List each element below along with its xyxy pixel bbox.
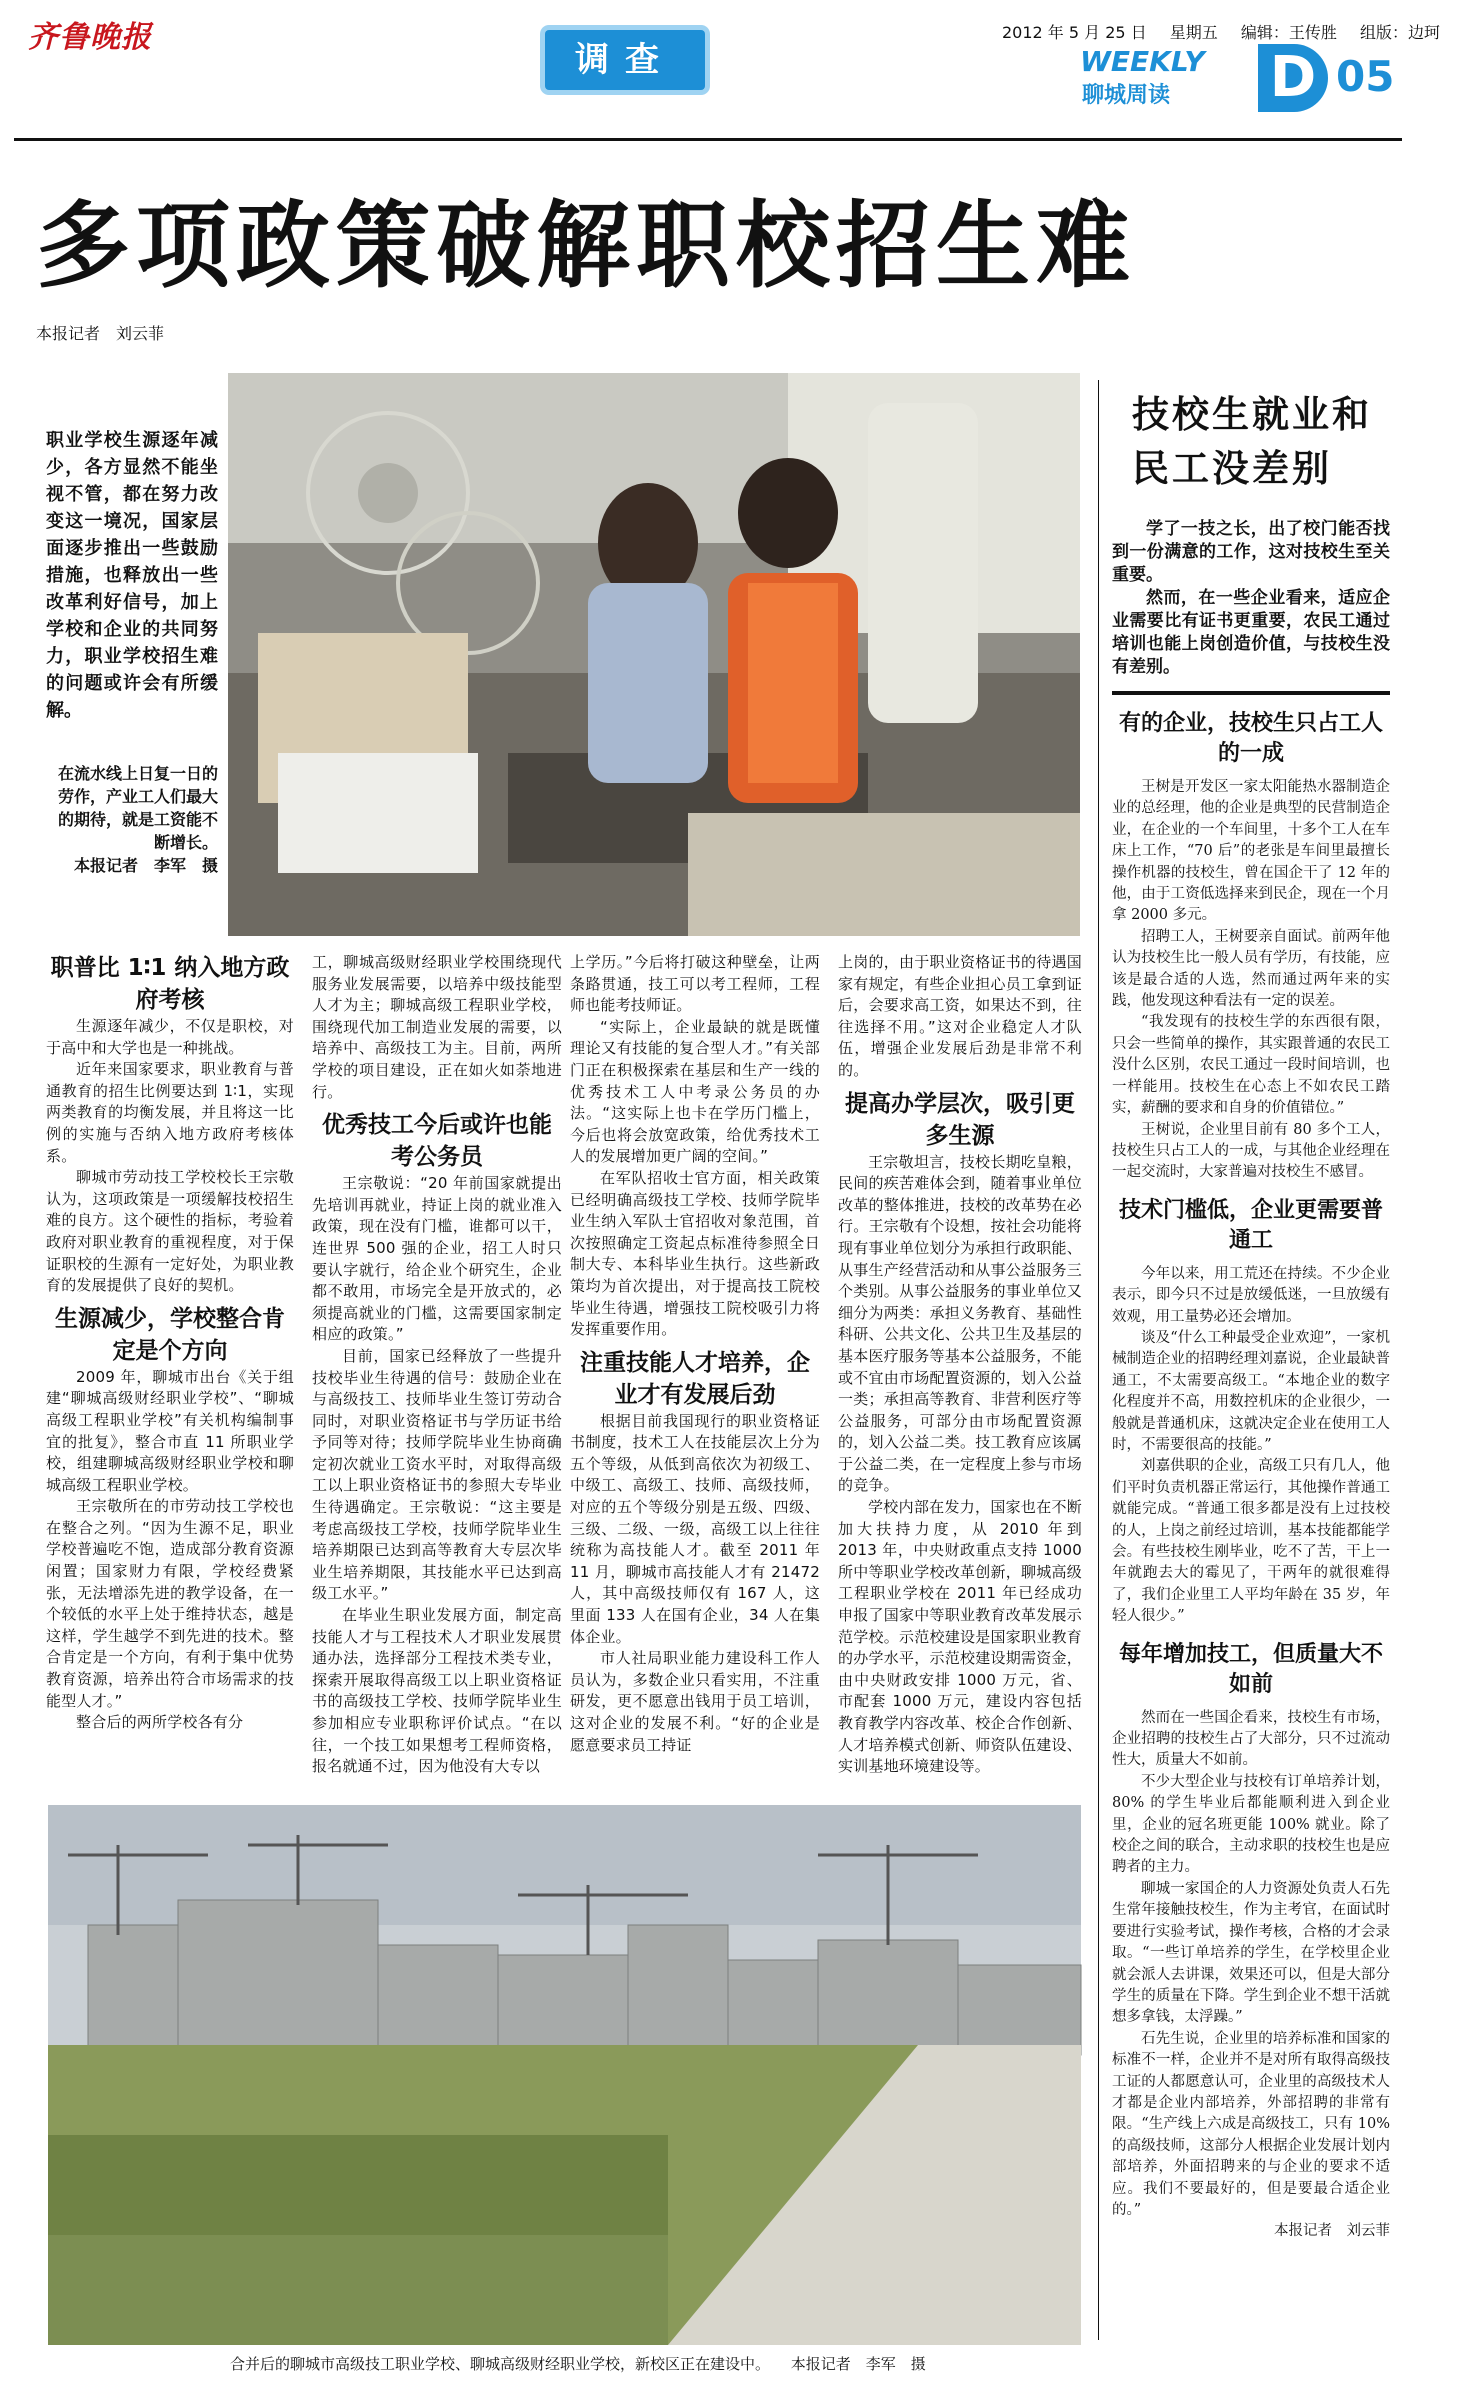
sidebar-article <box>1112 380 1390 2340</box>
sidebar-intro <box>1112 518 1390 679</box>
paragraph: 市人社局职业能力建设科工作人员认为，多数企业只看实用，不注重研发，更不愿意出钱用于员工培训，这对企业的发展不利。“好的企业是愿意要求员工持证 <box>570 1649 820 1754</box>
paragraph: 谈及“什么工种最受企业欢迎”，一家机械制造企业的招聘经理刘嘉说，企业最缺普通工，不太需要高级工。“本地企业的数字化程度并不高，用数控机床的企业很少，一般就是普通机床，这就决定企业在使用工人时，不需要很高的技能。” <box>1112 1329 1390 1453</box>
column-text <box>838 952 1082 1082</box>
paragraph: 上学历。”今后将打破这种壁垒，让两条路贯通，技工可以考工程师，工程师也能考技师证。 <box>570 953 820 1015</box>
layout-credit: 组版：边珂 <box>1360 23 1441 42</box>
paragraph: 王宗敬坦言，技校长期吃皇粮，民间的疾苦难体会到，随着事业单位改革的整体推进，技校的改革势在必行。王宗敬有个设想，按社会功能将现有事业单位划分为承担行政职能、从事生产经营活动和从事公益服务三个类别。从事公益服务的事业单位又细分为两类：承担义务教育、基础性科研、公共文化、公共卫生及基层的基本医疗服务等基本公益服务，不能或不宜由市场配置资源的，划入公益一类；承担高等教育、非营利医疗等公益服务，可部分由市场配置资源的，划入公益二类。技工教育应该属于公益二类，在一定程度上参与市场的竞争。 <box>838 1152 1082 1495</box>
photo-caption-text: 在流水线上日复一日的劳作，产业工人们最大的期待，就是工资能不断增长。 <box>57 764 218 852</box>
paragraph: 刘嘉供职的企业，高级工只有几人，他们平时负责机器正常运行，其他操作普通工就能完成。“普通工很多都是没有上过技校的人，上岗之前经过培训，基本技能都能学会。有些技校生刚毕业，吃不了苦，干上一年就跑去大的霉见了，干两年的就很难得了，我们企业里工人平均年龄在 35 岁，年轻人很少。” <box>1112 1458 1390 1625</box>
article-column-4 <box>838 952 1082 1776</box>
subheading: 有的企业，技校生只占工人的一成 <box>1118 711 1383 766</box>
issue-weekday: 星期五 <box>1169 23 1218 42</box>
subheading: 优秀技工今后或许也能考公务员 <box>322 1112 552 1171</box>
top-rule <box>14 138 1402 141</box>
paragraph: 招聘工人，王树要亲自面试。前两年他认为技校生比一般人员有学历，有技能，应该是最合适的人选，然而通过两年来的实践，他发现这种看法有一定的误差。 <box>1112 928 1390 1010</box>
sidebar-title: 技校生就业和民工没差别 <box>1132 393 1372 490</box>
photo-caption <box>46 762 218 877</box>
subheading: 技术门槛低，企业更需要普通工 <box>1118 1197 1383 1253</box>
paragraph: 学校内部在发力，国家也在不断加大扶持力度，从 2010 年到 2013 年，中央财政重点支持 1000 所中等职业学校改革创新，聊城高级工程职业学校在 2011 年已经成功申报了国家中等职业教育改革发展示范学校。示范校建设是国家职业教育的办学水平，示范校建设期需资金，由中央财政安排 1000 万元，省、市配套 1000 万元，建设内容包括教育教学内容改革、校企合作创新、人才培养模式创新、师资队伍建设、实训基地环境建设等。 <box>838 1498 1082 1776</box>
sidebar-text <box>1112 777 1390 1184</box>
paragraph: 王宗敬说：“20 年前国家就提出先培训再就业，持证上岗的就业准入政策，现在没有门槛，谁都可以干，连世界 500 强的企业，招工人时只要认字就行，给企业个研究生，企业都不敢用，市场完全是开放式的，必须提高就业的门槛，这需要国家制定相应的政策。” <box>312 1174 562 1344</box>
photo-credit: 本报记者 李军 摄 <box>790 2355 926 2373</box>
subheading: 职普比 1∶1 纳入地方政府考核 <box>50 955 290 1013</box>
paragraph: 然而在一些国企看来，技校生有市场，企业招聘的技校生占了大部分，只不过流动性大，质量大不如前。 <box>1112 1709 1390 1769</box>
paragraph: 生源逐年减少，不仅是职校，对于高中和大学也是一种挑战。 <box>46 1017 294 1057</box>
paragraph: 在毕业生职业发展方面，制定高技能人才与工程技术人才职业发展贯通办法，选择部分工程技术类专业，探索开展取得高级工以上职业资格证书的高级技工学校、技师学院毕业生参加相应专业职称评价试点。“在以往，一个技工如果想考工程师资格，报名就通不过，因为他没有大专以 <box>312 1606 562 1776</box>
paragraph: 2009 年，聊城市出台《关于组建“聊城高级财经职业学校”、“聊城高级工程职业学校”有关机构编制事宜的批复》，整合市直 11 所职业学校，组建聊城高级财经职业学校和聊城高级工程职业学校。 <box>46 1367 294 1494</box>
column-divider <box>1098 380 1099 2340</box>
paragraph: 近年来国家要求，职业教育与普通教育的招生比例要达到 1∶1，实现两类教育的均衡发展，并且将这一比例的实施与否纳入地方政府考核体系。 <box>46 1060 294 1165</box>
paragraph: 根据目前我国现行的职业资格证书制度，技术工人在技能层次上分为五个等级，从低到高依次为初级工、中级工、高级工、技师、高级技师，对应的五个等级分别是五级、四级、三级、二级、一级，高级工以上往往统称为高技能人才。截至 2011 年 11 月，聊城市高技能人才有 21472 人，其中高级技师仅有 167 人，这里面 133 人在国有企业，34 人在集体企业。 <box>570 1411 820 1646</box>
paragraph: 王树是开发区一家太阳能热水器制造企业的总经理，他的企业是典型的民营制造企业，在企业的一个车间里，十多个工人在车床上工作，“70 后”的老张是车间里最擅长操作机器的技校生，曾在国企干了 12 年的他，由于工资低选择来到民企，现在一个月拿 2000 多元。 <box>1112 779 1390 924</box>
brand-name: 聊城周读 <box>1082 83 1171 108</box>
paragraph: 上岗的，由于职业资格证书的待遇国家有规定，有些企业担心员工拿到证后，会要求高工资，如果达不到，往往选择不用。”这对企业稳定人才队伍，增强企业发展后劲是非常不利的。 <box>838 953 1082 1079</box>
paragraph: 石先生说，企业里的培养标准和国家的标准不一样，企业并不是对所有取得高级技工证的人都愿意认可，企业里的高级技术人才都是企业内部培养，外部招聘的非常有限。“生产线上六成是高级技工，只有 10% 的高级技师，这部分人根据企业发展计划内部培养，外面招聘来的与企业的要求不适应。我们不要最好的，但是要最合适企业的。” <box>1112 2030 1390 2218</box>
sidebar-text <box>1112 1264 1390 1628</box>
column-text <box>46 1367 294 1734</box>
column-text <box>312 1173 562 1778</box>
sidebar-rule <box>1112 691 1390 695</box>
campus-construction-photo <box>48 1805 1081 2345</box>
paragraph: 聊城一家国企的人力资源处负责人石先生常年接触技校生，作为主考官，在面试时要进行实验考试，操作考核，合格的才会录取。“一些订单培养的学生，在学校里企业就会派人去讲课，效果还可以，但是大部分学生的质量在下降。学生到企业不想干活就想多拿钱，太浮躁。” <box>1112 1880 1390 2026</box>
paragraph: 整合后的两所学校各有分 <box>76 1713 244 1732</box>
column-text <box>312 952 562 1103</box>
section-tag: 调查 <box>545 30 705 90</box>
paragraph: “实际上，企业最缺的就是既懂理论又有技能的复合型人才。”有关部门正在积极探索在基层和生产一线的优秀技术工人中考录公务员的办法。“这实际上也卡在学历门槛上，今后也将会放宽政策，给优秀技术工人的发展增加更广阔的空间。” <box>570 1017 820 1166</box>
subheading: 每年增加技工，但质量大不如前 <box>1118 1641 1383 1697</box>
headline: 多项政策破解职校招生难 <box>36 191 1137 301</box>
editor-credit: 编辑：王传胜 <box>1240 23 1337 42</box>
brand-weekly: WEEKLY <box>1080 45 1205 78</box>
photo-credit: 本报记者 李军 摄 <box>73 856 218 875</box>
paragraph: 工，聊城高级财经职业学校围绕现代服务业发展需要，以培养中级技能型人才为主；聊城高级工程职业学校，围绕现代加工制造业发展的需要，以培养中、高级技工为主。目前，两所学校的项目建设，正在如火如荼地进行。 <box>312 953 562 1101</box>
paragraph: 今年以来，用工荒还在持续。不少企业表示，即今只不过是放缓低迷，一旦放缓有效观，用工量势必还会增加。 <box>1112 1265 1390 1325</box>
paragraph: 然而，在一些企业看来，适应企业需要比有证书更重要，农民工通过培训也能上岗创造价值，与技校生没有差别。 <box>1112 588 1390 677</box>
subheading: 生源减少，学校整合肯定是个方向 <box>55 1305 285 1364</box>
article-column-1 <box>46 952 294 1772</box>
paragraph: 不少大型企业与技校有订单培养计划，80% 的学生毕业后都能顺利进入到企业里，企业的冠名班更能 100% 就业。除了校企之间的联合，主动求职的技校生也是应聘者的主力。 <box>1112 1773 1390 1876</box>
column-text <box>570 952 820 1341</box>
paragraph: 学了一技之长，出了校门能否找到一份满意的工作，这对技校生至关重要。 <box>1112 519 1390 585</box>
column-text <box>838 1152 1082 1778</box>
subheading: 提高办学层次，吸引更多生源 <box>845 1090 1075 1149</box>
paragraph: 聊城市劳动技工学校校长王宗敬认为，这项政策是一项缓解技校招生难的良方。这个硬性的指标，考验着政府对职业教育的重视程度，对于保证职校的生源有一定好处，为职业教育的发展提供了良好的契机。 <box>46 1168 294 1295</box>
photo-caption <box>230 2353 926 2374</box>
page-number: 05 <box>1336 52 1395 101</box>
paragraph: 目前，国家已经释放了一些提升技校毕业生待遇的信号：鼓励企业在与高级技工、技师毕业生签订劳动合同时，对职业资格证书与学历证书给予同等对待；技师学院毕业生协商确定初次就业工资水平时，对取得高级工以上职业资格证书的参照大专毕业生待遇确定。王宗敬说：“这主要是考虑高级技工学校，技师学院毕业生培养期限已达到高等教育大专层次毕业生培养期限，其技能水平已达到高级工水平。” <box>312 1346 562 1603</box>
column-text <box>46 1016 294 1297</box>
sidebar-text <box>1112 1708 1390 2243</box>
campus-construction-illustration <box>48 1805 1081 2345</box>
article-lede: 职业学校生源逐年减少，各方显然不能坐视不管，都在努力改变这一境况，国家层面逐步推出一些鼓励措施，也释放出一些改革利好信号，加上学校和企业的共同努力，职业学校招生难的问题或许会有所缓解。 <box>46 430 218 721</box>
sidebar-byline: 本报记者 刘云菲 <box>1274 2223 1390 2240</box>
paragraph: 在军队招收士官方面，相关政策已经明确高级技工学校、技师学院毕业生纳入军队士官招收对象范围，首次按照确定工资起点标准待参照全日制大专、本科毕业生执行。这些新政策均为首次提出，对于提高技工院校毕业生待遇，增强技工院校吸引力将发挥重要作用。 <box>570 1168 820 1339</box>
paragraph: “我发现有的技校生学的东西很有限，只会一些简单的操作，其实跟普通的农民工没什么区别，农民工通过一段时间培训，也一样能用。技校生在心态上不如农民工踏实，薪酬的要求和自身的价值错位。” <box>1112 1014 1390 1117</box>
factory-workers-illustration <box>228 373 1080 936</box>
paragraph: 王宗敬所在的市劳动技工学校也在整合之列。“因为生源不足，职业学校普遍吃不饱，造成部分教育资源闲置；国家财力有限，学校经费紧张，无法增添先进的教学设备，在一个较低的水平上处于维持状态，越是这样，学生越学不到先进的技术。整合肯定是一个方向，有利于集中优势教育资源，培养出符合市场需求的技能型人才。” <box>46 1497 294 1710</box>
section-letter: D <box>1258 44 1328 112</box>
article-column-2 <box>312 952 562 1776</box>
subheading: 注重技能人才培养，企业才有发展后劲 <box>580 1349 810 1408</box>
masthead-logo: 齐鲁晚报 <box>28 20 152 55</box>
column-text <box>570 1411 820 1757</box>
photo-caption-text: 合并后的聊城市高级技工职业学校、聊城高级财经职业学校，新校区正在建设中。 <box>230 2355 771 2373</box>
paragraph: 王树说，企业里目前有 80 多个工人，技校生只占工人的一成，与其他企业经理在一起交流时，大家普遍对技校生不感冒。 <box>1112 1121 1390 1181</box>
factory-workers-photo <box>228 373 1080 936</box>
issue-date: 2012 年 5 月 25 日 <box>1002 23 1147 42</box>
article-column-3 <box>570 952 820 1772</box>
byline: 本报记者 刘云菲 <box>36 324 165 343</box>
header-info <box>1002 20 1458 43</box>
